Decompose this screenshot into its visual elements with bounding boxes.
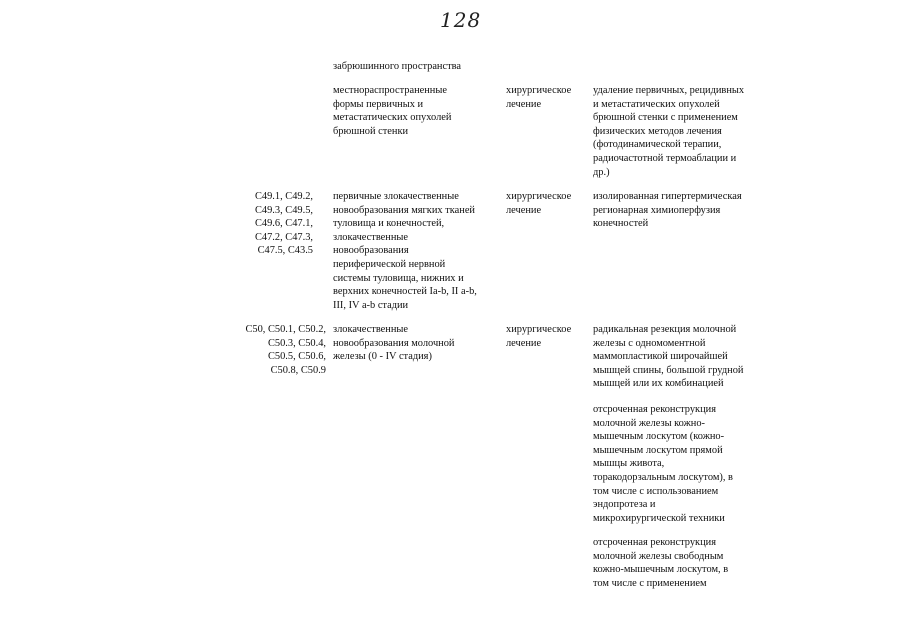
icd-codes-cell: C49.1, C49.2, C49.3, C49.5, C49.6, C47.1, C47.2, C47.3, C47.5, C43.5 [254, 191, 313, 257]
method-cell: радикальная резекция молочной железы с одномоментной маммопластикой широчайшей мышцей спины, большой грудной мышцей или их комбинацией [593, 324, 744, 390]
method-cell: изолированная гипертермическая регионарная химиоперфузия конечностей [593, 191, 742, 230]
diagnosis-cell: местнораспространенные формы первичных и метастатических опухолей брюшной стенки [333, 85, 452, 137]
method-cell: отсроченная реконструкция молочной железы кожно- мышечным лоскутом (кожно- мышечным лоскутом прямой мышцы живота, торакодорзальным лоскутом), в том числе с использованием эндопротеза и микрохирургической техники [593, 404, 733, 524]
diagnosis-cell: забрюшинного пространства [333, 61, 462, 72]
page-number: 128 [440, 8, 482, 32]
method-cell: удаление первичных, рецидивных и метастатических опухолей брюшной стенки с применением физических методов лечения (фотодинамической терапии, радиочастотной термоаблации и др.) [593, 85, 745, 178]
treatment-cell: хирургическое лечение [506, 324, 572, 349]
treatment-cell: хирургическое лечение [506, 191, 572, 216]
diagnosis-cell: первичные злокачественные новообразования мягких тканей туловища и конечностей, злокачественные новообразования периферической нервной системы туловища, нижних и верхних конечностей Ia-b, II a-b, III, IV a-b стадии [333, 191, 477, 311]
diagnosis-cell: злокачественные новообразования молочной железы (0 - IV стадия) [333, 324, 455, 363]
treatment-cell: хирургическое лечение [506, 85, 572, 110]
method-cell: отсроченная реконструкция молочной железы свободным кожно-мышечным лоскутом, в том числе с применением [593, 537, 729, 589]
icd-codes-cell: C50, C50.1, C50.2, C50.3, C50.4, C50.5, C50.6, C50.8, C50.9 [245, 324, 326, 376]
